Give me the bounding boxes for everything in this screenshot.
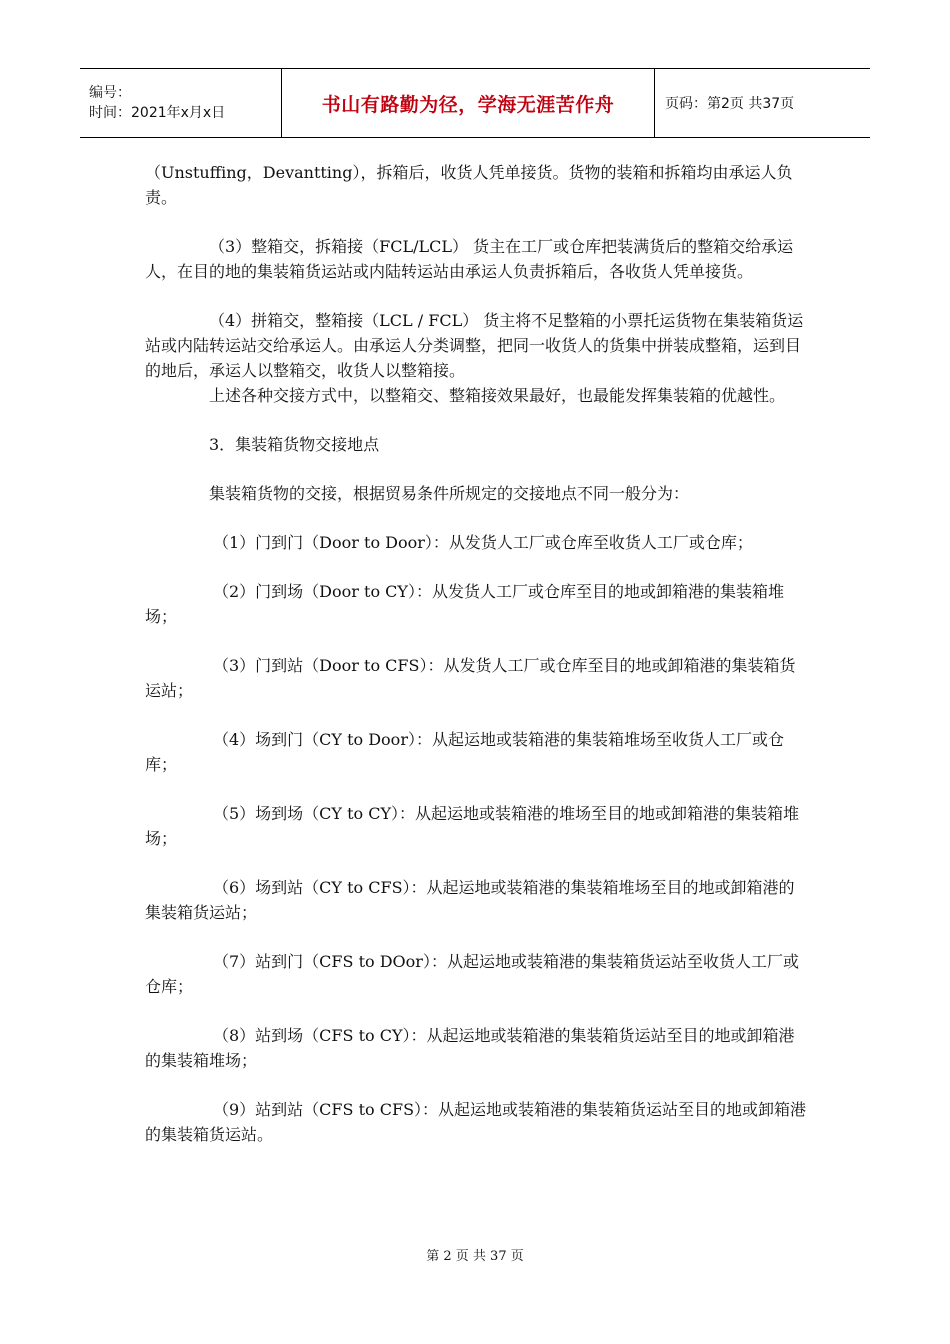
paragraph: 集装箱货物的交接，根据贸易条件所规定的交接地点不同一般分为： xyxy=(209,484,690,503)
header-page-info: 页码：第2页 共37页 xyxy=(665,96,795,112)
paragraph: 上述各种交接方式中，以整箱交、整箱接效果最好，也最能发挥集装箱的优越性。 xyxy=(209,386,786,405)
list-item: （5）场到场（CY to CY）：从起运地或装箱港的堆场至目的地或卸箱港的集装箱堆场； xyxy=(145,804,800,848)
list-item: （2）门到场（Door to CY）：从发货人工厂或仓库至目的地或卸箱港的集装箱堆场； xyxy=(145,582,784,626)
header-meta xyxy=(80,69,282,137)
list-item: （6）场到站（CY to CFS）：从起运地或装箱港的集装箱堆场至目的地或卸箱港的集装箱货运站； xyxy=(145,878,795,922)
list-item: （1）门到门（Door to Door）：从发货人工厂或仓库至收货人工厂或仓库； xyxy=(213,533,753,552)
list-item: （8）站到场（CFS to CY）：从起运地或装箱港的集装箱货运站至目的地或卸箱港的集装箱堆场； xyxy=(145,1026,795,1070)
section-heading: 3．集装箱货物交接地点 xyxy=(209,435,380,454)
paragraph: （Unstuffing，Devantting），拆箱后，收货人凭单接货。货物的装箱和拆箱均由承运人负责。 xyxy=(145,163,793,207)
paragraph: （3）整箱交，拆箱接（FCL/LCL） 货主在工厂或仓库把装满货后的整箱交给承运人，在目的地的集装箱货运站或内陆转运站由承运人负责拆箱后，各收货人凭单接货。 xyxy=(145,237,794,281)
list-item: （9）站到站（CFS to CFS）：从起运地或装箱港的集装箱货运站至目的地或卸箱港的集装箱货运站。 xyxy=(145,1100,807,1144)
list-item: （3）门到站（Door to CFS）：从发货人工厂或仓库至目的地或卸箱港的集装箱货运站； xyxy=(145,656,796,700)
document-number-label: 编号： xyxy=(89,85,131,101)
document-body xyxy=(145,160,810,1147)
page-header xyxy=(80,68,870,138)
document-time-label: 时间：2021年x月x日 xyxy=(89,105,226,121)
paragraph: （4）拼箱交，整箱接（LCL / FCL） 货主将不足整箱的小票托运货物在集装箱货运站或内陆转运站交给承运人。由承运人分类调整，把同一收货人的货集中拼装成整箱，运到目的地后，承运人以整箱交，收货人以整箱接。 xyxy=(145,311,804,380)
page-footer: 第 2 页 共 37 页 xyxy=(426,1249,524,1264)
list-item: （7）站到门（CFS to DOor）：从起运地或装箱港的集装箱货运站至收货人工厂或仓库； xyxy=(145,952,799,996)
list-item: （4）场到门（CY to Door）：从起运地或装箱港的集装箱堆场至收货人工厂或仓库； xyxy=(145,730,784,774)
header-motto: 书山有路勤为径，学海无涯苦作舟 xyxy=(282,69,655,137)
